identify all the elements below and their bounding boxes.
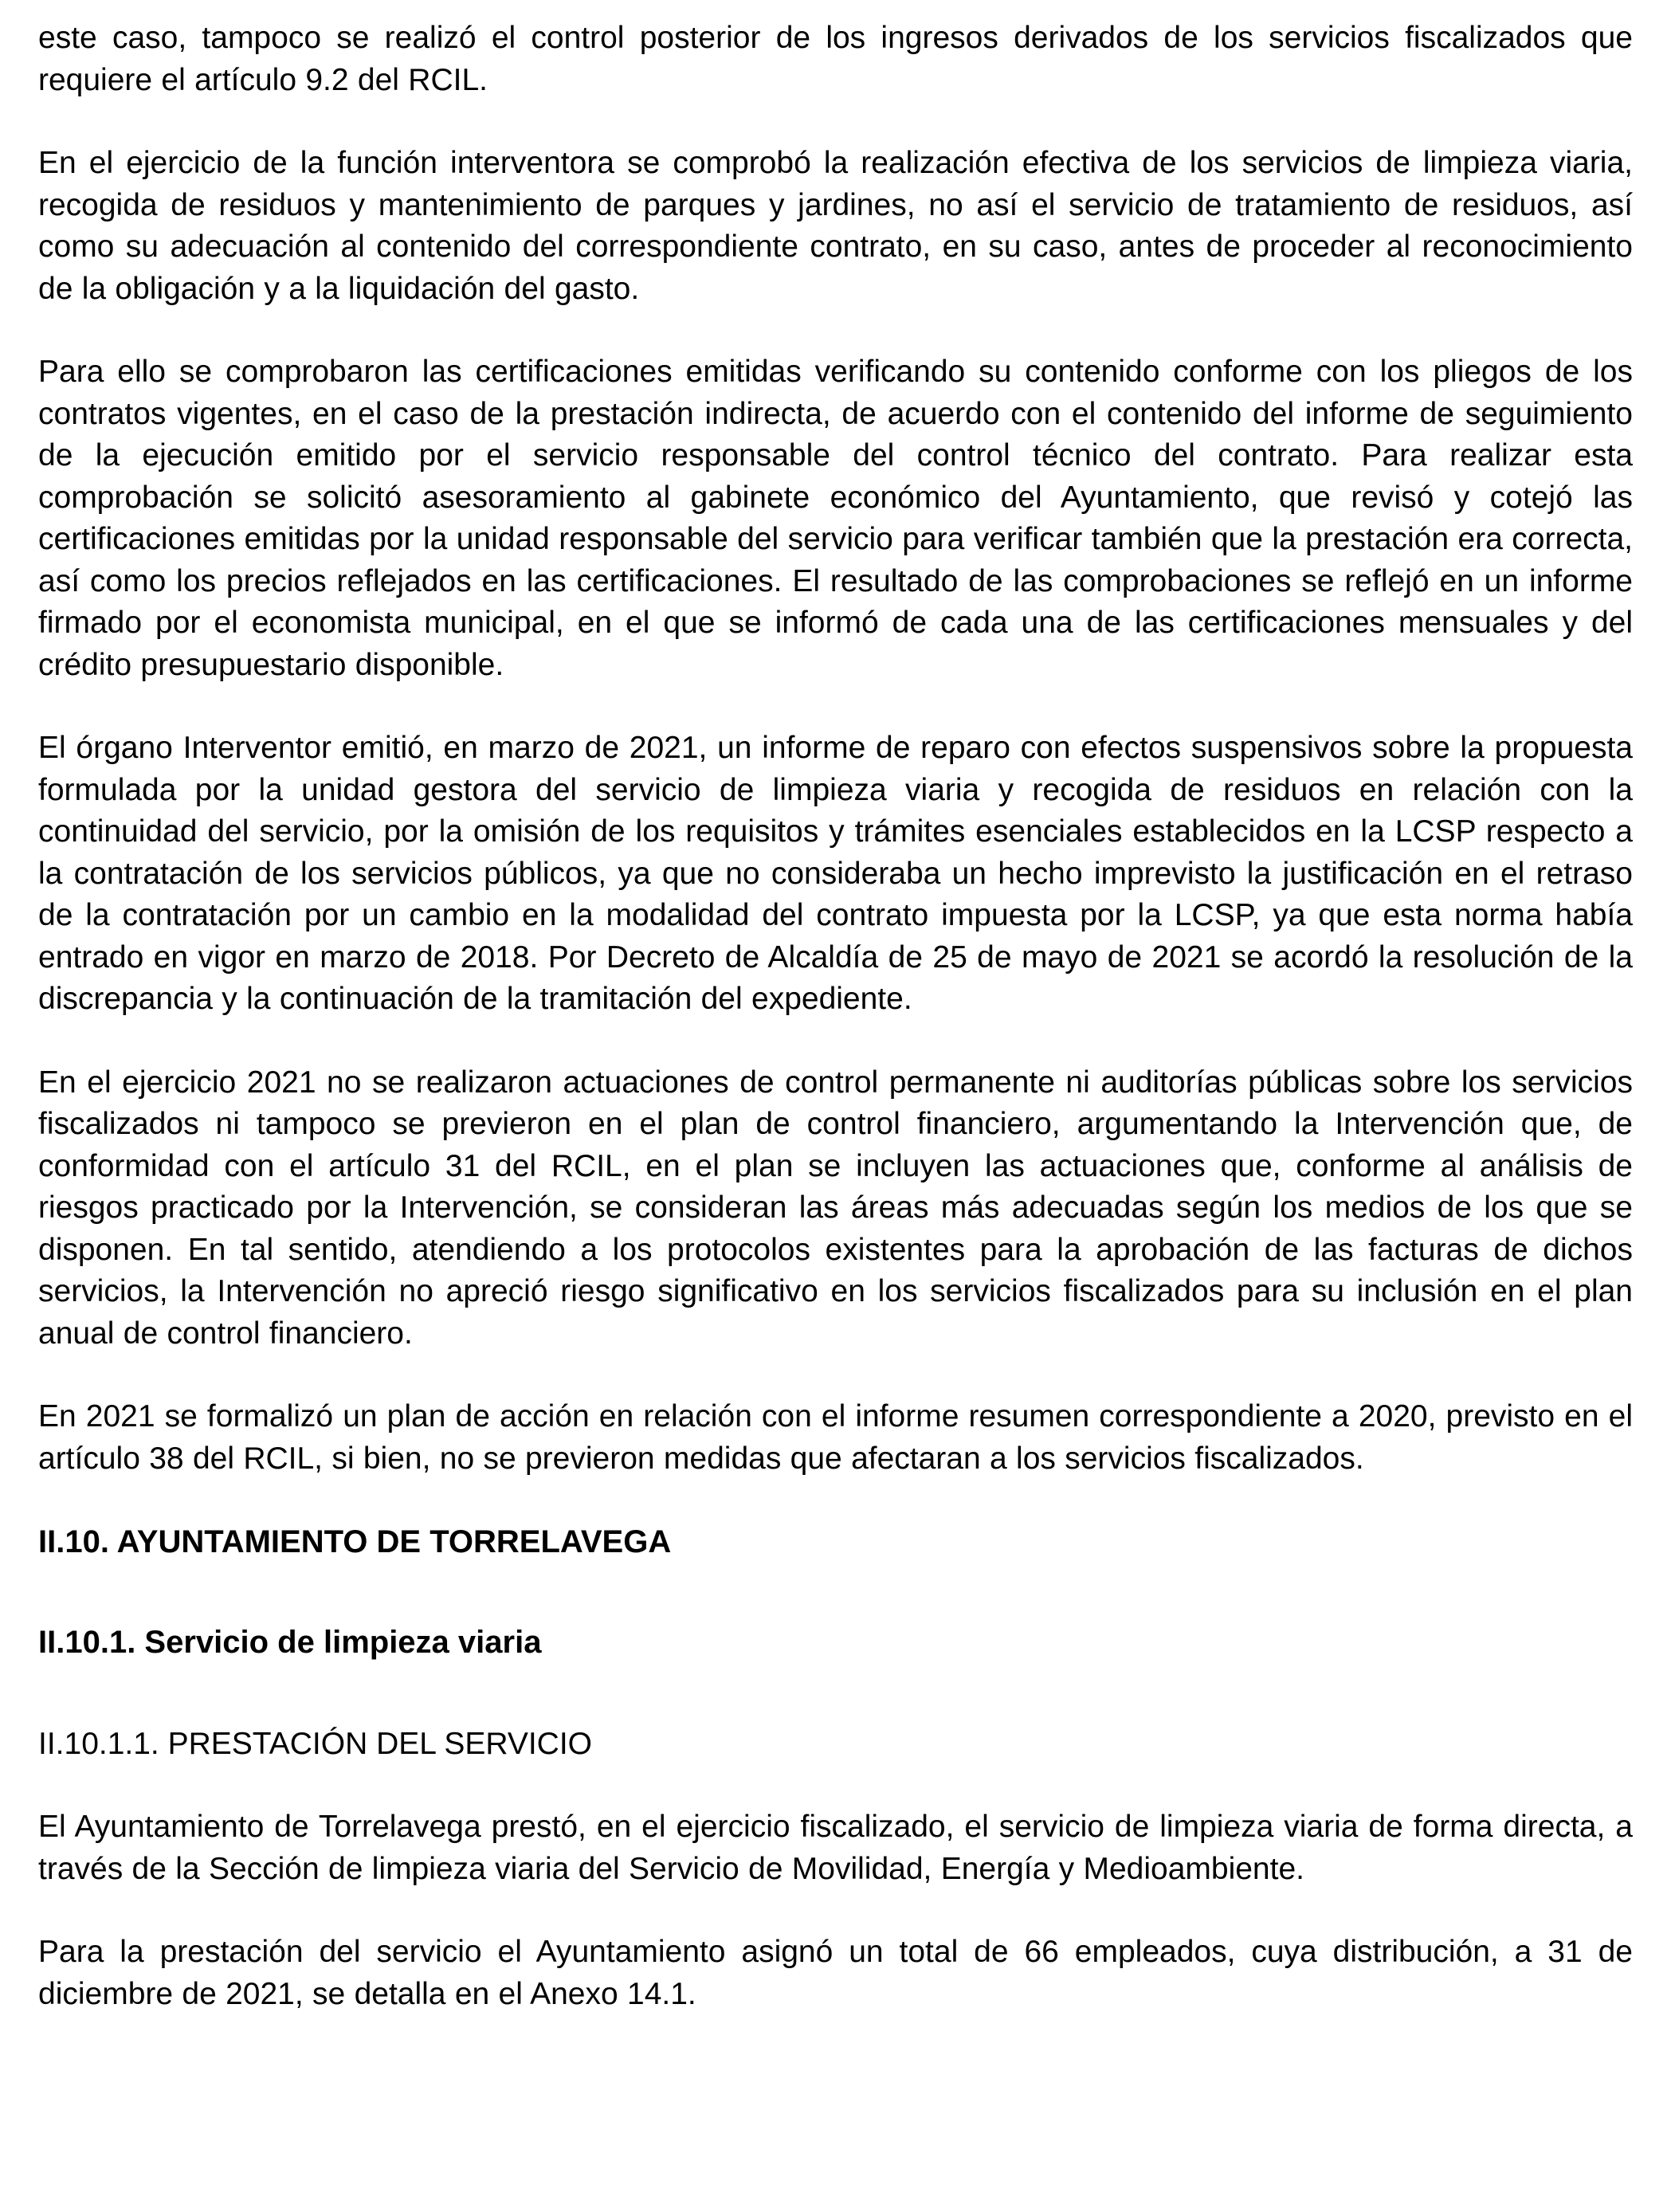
paragraph-funcion-interventora: En el ejercicio de la función interventora se comprobó la realización efectiva de los servicios de limpieza viaria, recogida de residuos y mantenimiento de parques y jardines, no así el servicio de tratamiento de residuos, así como su adecuación al contenido del correspondiente contrato, en su caso, antes de proceder al reconocimiento de la obligación y a la liquidación del gasto.: [38, 146, 1633, 306]
subsubsection-heading: II.10.1.1. PRESTACIÓN DEL SERVICIO: [38, 1727, 593, 1761]
paragraph-control-posterior: este caso, tampoco se realizó el control posterior de los ingresos derivados de los servicios fiscalizados que requiere el artículo 9.2 del RCIL.: [38, 21, 1633, 97]
paragraph-control-permanente: En el ejercicio 2021 no se realizaron actuaciones de control permanente ni auditorías públicas sobre los servicios fiscalizados ni tampoco se previeron en el plan de control financiero, argumentando la Intervención que, de conformidad con el artículo 31 del RCIL, en el plan se incluyen las actuaciones que, conforme al análisis de riesgos practicado por la Intervención, se consideran las áreas más adecuadas según los medios de los que se disponen. En tal sentido, atendiendo a los protocolos existentes para la aprobación de las facturas de dichos servicios, la Intervención no apreció riesgo significativo en los servicios fiscalizados para su inclusión en el plan anual de control financiero.: [38, 1065, 1633, 1351]
section-heading: II.10. AYUNTAMIENTO DE TORRELAVEGA: [38, 1524, 672, 1559]
paragraph-certificaciones: Para ello se comprobaron las certificaciones emitidas verificando su contenido conforme con los pliegos de los contratos vigentes, en el caso de la prestación indirecta, de acuerdo con el contenido del informe de seguimiento de la ejecución emitido por el servicio responsable del control técnico del contrato. Para realizar esta comprobación se solicitó asesoramiento al gabinete económico del Ayuntamiento, que revisó y cotejó las certificaciones emitidas por la unidad responsable del servicio para verificar también que la prestación era correcta, así como los precios reflejados en las certificaciones. El resultado de las comprobaciones se reflejó en un informe firmado por el economista municipal, en el que se informó de cada una de las certificaciones mensuales y del crédito presupuestario disponible.: [38, 355, 1633, 682]
paragraph-empleados: Para la prestación del servicio el Ayuntamiento asignó un total de 66 empleados, cuya distribución, a 31 de diciembre de 2021, se detalla en el Anexo 14.1.: [38, 1935, 1633, 2011]
paragraph-prestacion-directa: El Ayuntamiento de Torrelavega prestó, en el ejercicio fiscalizado, el servicio de limpieza viaria de forma directa, a través de la Sección de limpieza viaria del Servicio de Movilidad, Energía y Medioambiente.: [38, 1810, 1633, 1886]
paragraph-plan-accion: En 2021 se formalizó un plan de acción en relación con el informe resumen correspondiente a 2020, previsto en el artículo 38 del RCIL, si bien, no se previeron medidas que afectaran a los servicios fiscalizados.: [38, 1399, 1633, 1476]
subsection-heading: II.10.1. Servicio de limpieza viaria: [38, 1625, 542, 1660]
paragraph-informe-reparo: El órgano Interventor emitió, en marzo de 2021, un informe de reparo con efectos suspensivos sobre la propuesta formulada por la unidad gestora del servicio de limpieza viaria y recogida de residuos en relación con la continuidad del servicio, por la omisión de los requisitos y trámites esenciales establecidos en la LCSP respecto a la contratación de los servicios públicos, ya que no consideraba un hecho imprevisto la justificación en el retraso de la contratación por un cambio en la modalidad del contrato impuesta por la LCSP, ya que esta norma había entrado en vigor en marzo de 2018. Por Decreto de Alcaldía de 25 de mayo de 2021 se acordó la resolución de la discrepancia y la continuación de la tramitación del expediente.: [38, 731, 1633, 1016]
